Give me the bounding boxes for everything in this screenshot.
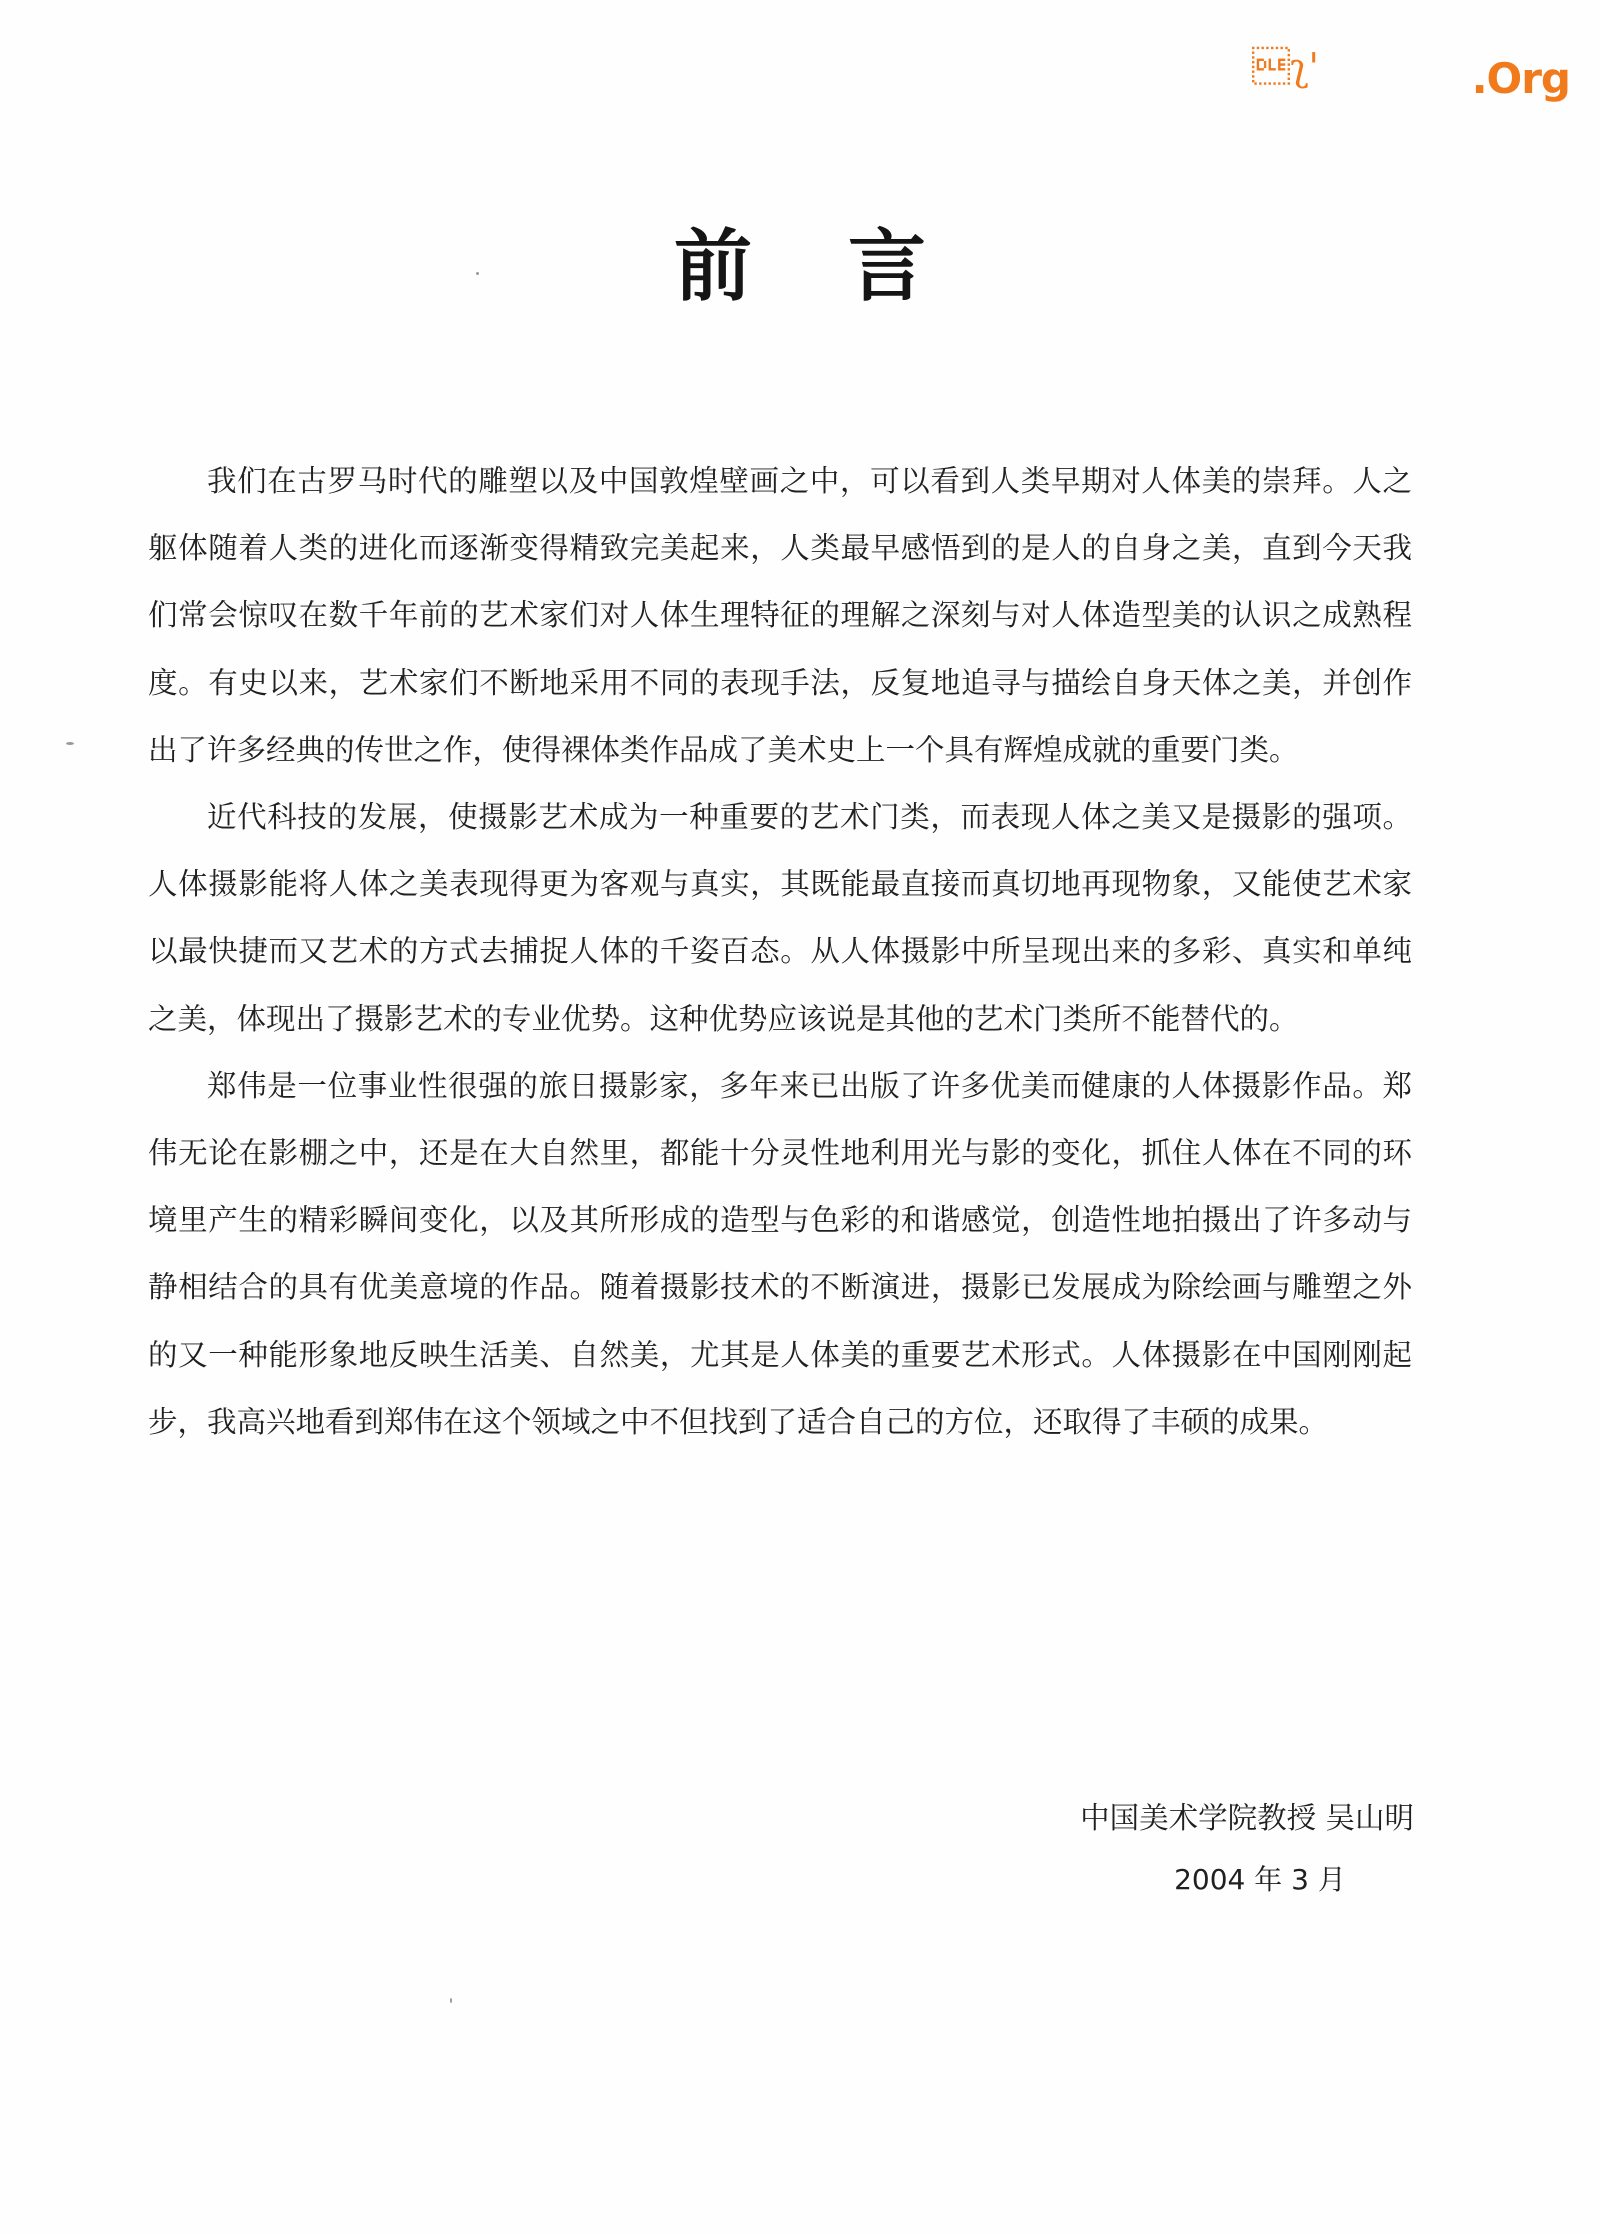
scan-speck [476, 272, 479, 275]
scan-speck [450, 1998, 452, 2003]
paragraph-2: 近代科技的发展，使摄影艺术成为一种重要的艺术门类，而表现人体之美又是摄影的强项。人体摄影能将人体之美表现得更为客观与真实，其既能最直接而真切地再现物象，又能使艺术家以最快捷而又艺术的方式去捕捉人体的千姿百态。从人体摄影中所呈现出来的多彩、真实和单纯之美，体现出了摄影艺术的专业优势。这种优势应该说是其他的艺术门类所不能替代的。 [148, 800, 1412, 1036]
paragraph-1: 我们在古罗马时代的雕塑以及中国敦煌壁画之中，可以看到人类早期对人体美的崇拜。人之躯体随着人类的进化而逐渐变得精致完美起来，人类最早感悟到的是人的自身之美，直到今天我们常会惊叹在数千年前的艺术家们对人体生理特征的理解之深刻与对人体造型美的认识之成熟程度。有史以来，艺术家们不断地采用不同的表现手法，反复地追寻与描绘自身天体之美，并创作出了许多经典的传世之作，使得裸体类作品成了美术史上一个具有辉煌成就的重要门类。 [148, 464, 1412, 767]
watermark-org-text: .Org [1471, 54, 1570, 103]
title-char-1: 前 [673, 221, 752, 312]
site-watermark [1240, 40, 1570, 120]
paragraph-3: 郑伟是一位事业性很强的旅日摄影家，多年来已出版了许多优美而健康的人体摄影作品。郑伟无论在影棚之中，还是在大自然里，都能十分灵性地利用光与影的变化，抓住人体在不同的环境里产生的精彩瞬间变化，以及其所形成的造型与色彩的和谐感觉，创造性地拍摄出了许多动与静相结合的具有优美意境的作品。随着摄影技术的不断演进，摄影已发展成为除绘画与雕塑之外的又一种能形象地反映生活美、自然美，尤其是人体美的重要艺术形式。人体摄影在中国刚刚起步，我高兴地看到郑伟在这个领域之中不但找到了适合自己的方位，还取得了丰硕的成果。 [148, 1068, 1412, 1439]
page-title [0, 221, 1600, 312]
title-char-2: 言 [848, 221, 927, 312]
signature-date: 2004 年 3 月 [1174, 1863, 1346, 1896]
author-signature: 中国美术学院教授 吴山明 [1080, 1801, 1414, 1835]
watermark-logo-mark: ʅ' [1252, 45, 1319, 89]
scan-speck [66, 742, 74, 745]
preface-body [148, 448, 1412, 1456]
